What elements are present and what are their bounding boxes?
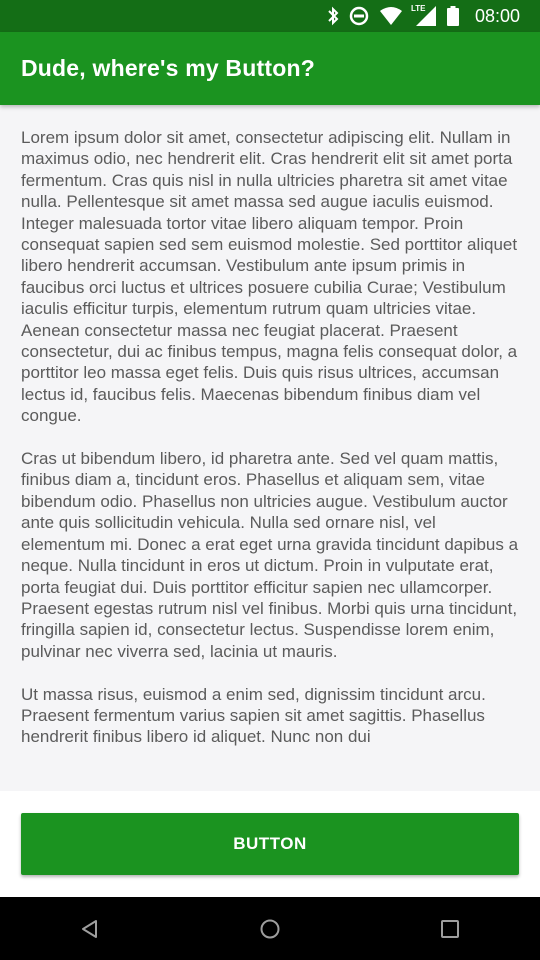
wifi-icon xyxy=(379,6,403,26)
recents-icon[interactable] xyxy=(420,899,480,959)
home-icon[interactable] xyxy=(240,899,300,959)
paragraph: Cras ut bibendum libero, id pharetra ante. Sed vel quam mattis, finibus diam a, tincidunt eros. Phasellus et aliquam sem, vitae bibendum odio. Phasellus non ultricies augue. Vestibulum auctor ante quis sollicitudin vehicula. Nulla sed ornare nisl, vel elementum mi. Donec a erat eget urna gravida tincidunt dapibus a neque. Nulla tincidunt in eros ut dictum. Proin in vulputate erat, porta feugiat dui. Duis porttitor efficitur sapien nec ullamcorper. Praesent egestas rutrum nisl vel finibus. Morbi quis urna tincidunt, fringilla sapien id, consectetur lectus. Suspendisse lorem enim, pulvinar nec viverra sed, lacinia ut mauris. xyxy=(21,449,519,661)
main-button[interactable]: BUTTON xyxy=(21,813,519,875)
body-text xyxy=(0,105,540,748)
battery-icon xyxy=(447,6,459,26)
app-bar xyxy=(0,32,540,105)
cellular-signal-icon xyxy=(410,4,437,26)
paragraph: Ut massa risus, euismod a enim sed, dignissim tincidunt arcu. Praesent fermentum varius sapien sit amet sagittis. Phasellus hendrerit finibus libero id aliquet. Nunc non dui xyxy=(21,684,486,747)
button-footer xyxy=(0,791,540,897)
status-bar xyxy=(0,0,540,32)
network-type-label: LTE xyxy=(410,4,426,13)
paragraph: Lorem ipsum dolor sit amet, consectetur adipiscing elit. Nullam in maximus odio, nec hendrerit elit. Cras hendrerit elit sit amet porta fermentum. Cras quis nisl in nulla ultricies pharetra sit amet vitae nulla. Pellentesque sit amet massa sed augue iaculis euismod. Integer malesuada tortor vitae libero aliquam tempor. Proin consequat sapien sed sem euismod molestie. Sed porttitor aliquet libero hendrerit accumsan. Vestibulum ante ipsum primis in faucibus orci luctus et ultrices posuere cubilia Curae; Vestibulum iaculis efficitur turpis, elementum rutrum quam ultricies vitae. Aenean consectetur massa nec feugiat placerat. Praesent consectetur, dui ac finibus tempus, magna felis consequat dolor, a porttitor leo massa eget felis. Duis quis risus ultrices, accumsan lectus id, faucibus felis. Maecenas bibendum finibus diam vel congue. xyxy=(21,128,518,426)
status-bar-time: 08:00 xyxy=(474,5,520,26)
app-bar-title: Dude, where's my Button? xyxy=(21,55,315,81)
navigation-bar xyxy=(0,897,540,960)
back-icon[interactable] xyxy=(60,899,120,959)
do-not-disturb-icon xyxy=(349,6,369,26)
bluetooth-icon xyxy=(327,6,339,26)
scroll-content[interactable] xyxy=(0,105,540,791)
